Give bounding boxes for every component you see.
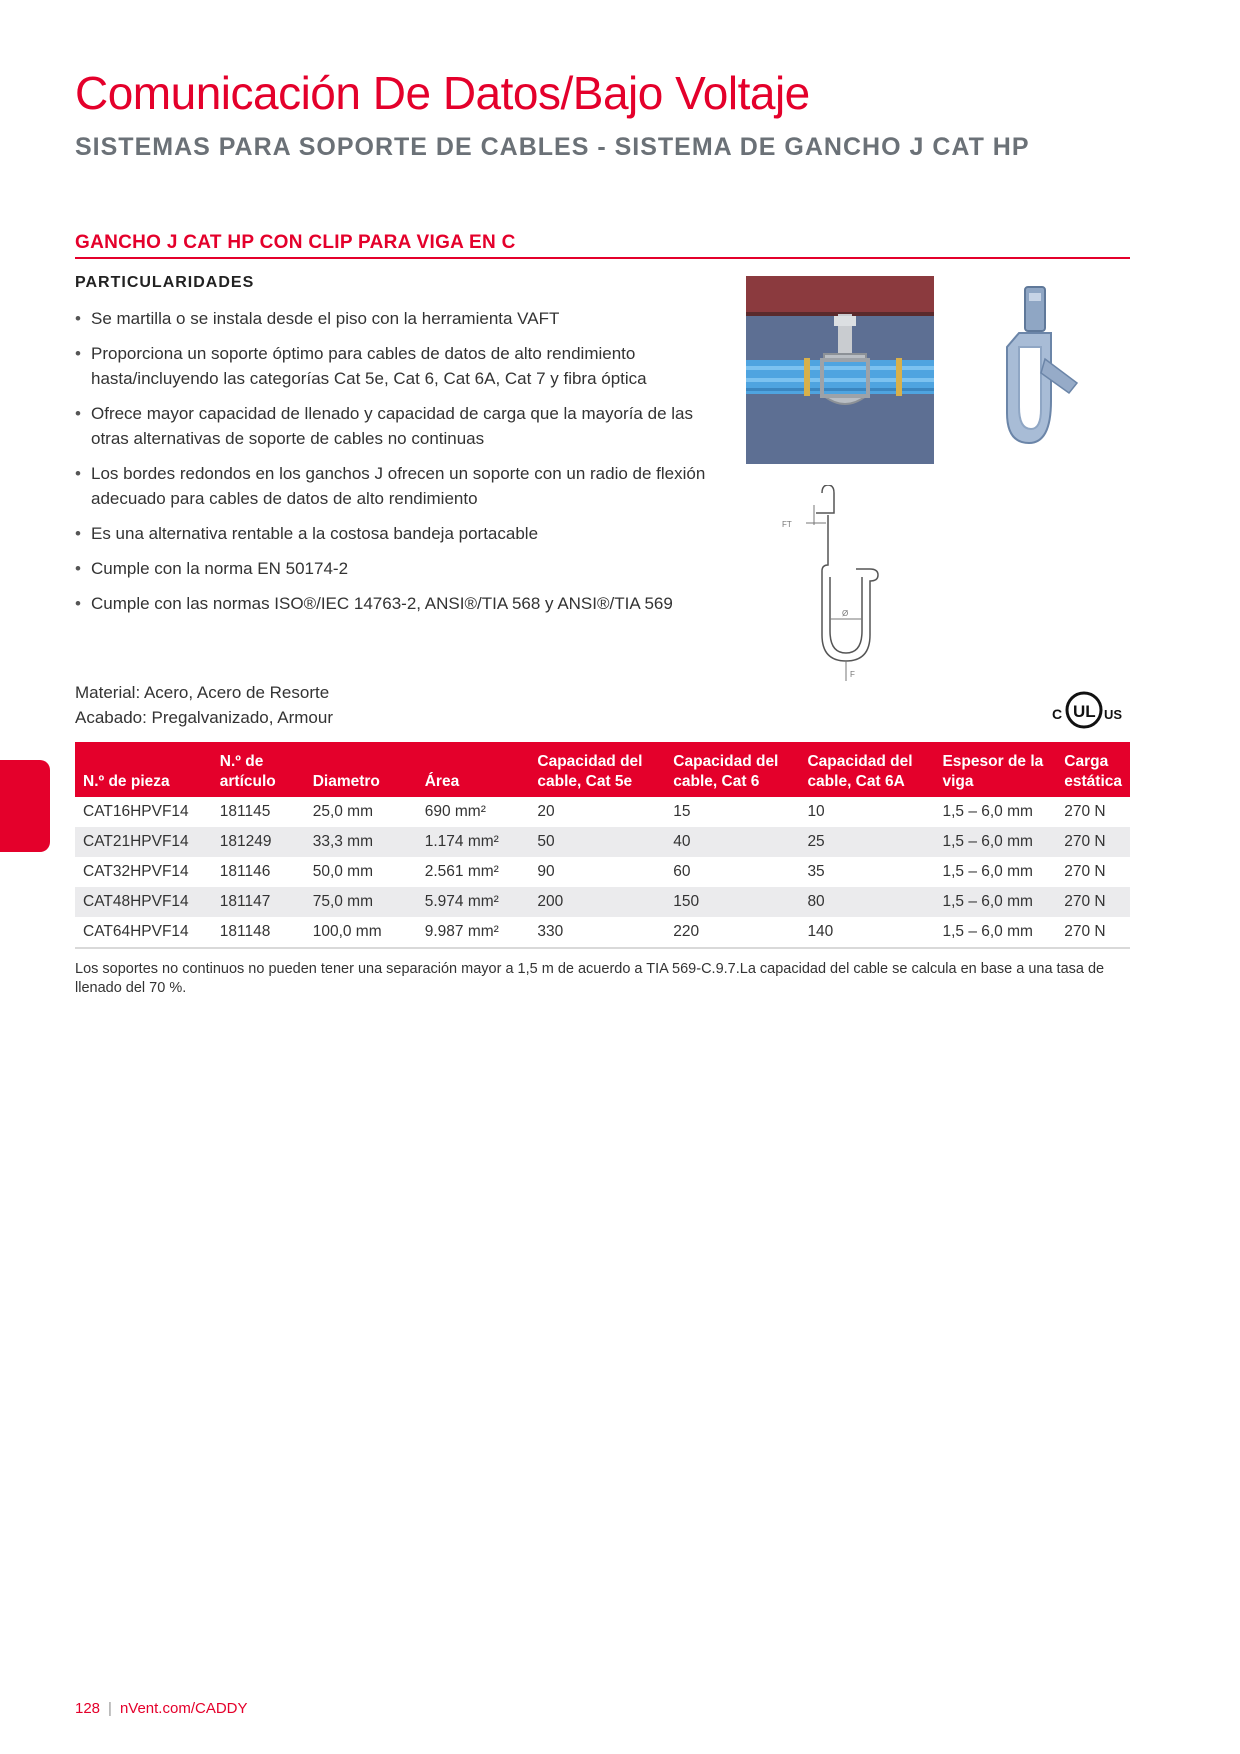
table-cell: 150	[665, 887, 799, 917]
table-cell: 181146	[219, 863, 271, 880]
table-cell: 15	[673, 803, 691, 820]
feature-item: • Se martilla o se instala desde el piso con la herramienta VAFT	[75, 306, 725, 331]
features-heading: PARTICULARIDADES	[75, 274, 255, 291]
material-text: Material: Acero, Acero de Resorte	[75, 683, 330, 702]
table-cell: 181148	[212, 917, 305, 948]
column-header: Diametro	[305, 742, 417, 797]
table-cell: 10	[807, 803, 825, 820]
table-cell: 25,0 mm	[312, 803, 374, 820]
table-cell: 270 N	[1056, 887, 1130, 917]
feature-item: • Los bordes redondos en los ganchos J ofrecen un soporte con un radio de flexión adecuado para cables de datos de alto rendimiento	[75, 461, 725, 511]
feature-item: • Es una alternativa rentable a la costosa bandeja portacable	[75, 521, 725, 546]
ul-certification-icon	[1052, 688, 1132, 732]
table-cell: CAT48HPVF14	[75, 887, 212, 917]
drawing-label-f: F	[850, 670, 855, 679]
table-cell: 1.174 mm²	[417, 827, 530, 857]
table-cell: 40	[665, 827, 799, 857]
table-header-row	[75, 742, 1130, 797]
drawing-label-diameter: Ø	[842, 609, 849, 618]
dimension-drawing	[770, 485, 880, 685]
ul-mark-ul: UL	[1073, 702, 1096, 721]
table-cell: 220	[665, 917, 799, 948]
table-cell: 50,0 mm	[312, 863, 374, 880]
table-cell: 80	[799, 887, 934, 917]
table-cell: 2.561 mm²	[424, 863, 499, 880]
table-cell: CAT64HPVF14	[75, 917, 212, 948]
feature-item: • Cumple con la norma EN 50174-2	[75, 556, 725, 581]
feature-item: • Proporciona un soporte óptimo para cables de datos de alto rendimiento hasta/incluyendo las categorías Cat 5e, Cat 6, Cat 6A, Cat 7 y fibra óptica	[75, 341, 725, 391]
table-cell: CAT32HPVF14	[83, 863, 189, 880]
table-row	[75, 887, 1130, 917]
page-title: Comunicación De Datos/Bajo Voltaje	[75, 67, 810, 119]
material-block	[75, 680, 333, 730]
page-subtitle: SISTEMAS PARA SOPORTE DE CABLES - SISTEMA DE GANCHO J CAT HP	[75, 133, 1030, 161]
section-divider	[75, 257, 1130, 259]
section-side-tab	[0, 760, 50, 852]
column-header: Área	[417, 742, 530, 797]
drawing-label-ft: FT	[782, 520, 792, 529]
ul-mark-c: C	[1052, 706, 1063, 722]
section-title: GANCHO J CAT HP CON CLIP PARA VIGA EN C	[75, 232, 516, 253]
table-cell: 140	[799, 917, 934, 948]
table-cell: 100,0 mm	[305, 917, 417, 948]
table-cell: 60	[673, 863, 691, 880]
table-cell: 35	[807, 863, 825, 880]
table-cell: 1,5 – 6,0 mm	[934, 827, 1056, 857]
table-cell: 690 mm²	[424, 803, 486, 820]
table-cell: 1,5 – 6,0 mm	[942, 803, 1033, 820]
table-cell: 270 N	[1064, 863, 1106, 880]
table-cell: 33,3 mm	[305, 827, 417, 857]
table-cell: CAT21HPVF14	[75, 827, 212, 857]
j-hook-photo	[985, 283, 1095, 453]
table-cell: 75,0 mm	[305, 887, 417, 917]
table-cell: 25	[799, 827, 934, 857]
column-header: Capacidad del cable, Cat 5e	[529, 742, 665, 797]
footer-separator: |	[108, 1700, 112, 1717]
table-cell: 90	[537, 863, 555, 880]
column-header: N.º de artículo	[212, 742, 305, 797]
table-cell: 181249	[212, 827, 305, 857]
column-header: Carga estática	[1056, 742, 1130, 797]
table-cell: 5.974 mm²	[417, 887, 530, 917]
table-cell: 1,5 – 6,0 mm	[934, 887, 1056, 917]
table-cell: 9.987 mm²	[417, 917, 530, 948]
table-row	[75, 917, 1130, 948]
column-header: Capacidad del cable, Cat 6A	[799, 742, 934, 797]
table-cell: 1,5 – 6,0 mm	[942, 863, 1033, 880]
table-cell: 200	[529, 887, 665, 917]
feature-item: • Cumple con las normas ISO®/IEC 14763-2, ANSI®/TIA 568 y ANSI®/TIA 569	[75, 591, 725, 616]
installation-photo	[746, 276, 934, 464]
table-cell: 181147	[212, 887, 305, 917]
column-header: Espesor de la viga	[934, 742, 1056, 797]
feature-item: • Ofrece mayor capacidad de llenado y capacidad de carga que la mayoría de las otras alternativas de soporte de cables no continuas	[75, 401, 725, 451]
table-row	[75, 827, 1130, 857]
table-cell: 270 N	[1056, 827, 1130, 857]
table-cell: 20	[537, 803, 555, 820]
finish-text: Acabado: Pregalvanizado, Armour	[75, 708, 333, 727]
column-header: N.º de pieza	[75, 742, 212, 797]
page-number: 128	[75, 1700, 101, 1717]
page-footer	[75, 1700, 248, 1717]
table-row	[75, 797, 1130, 827]
table-cell: 330	[529, 917, 665, 948]
features-list	[75, 306, 725, 626]
table-cell: CAT16HPVF14	[83, 803, 189, 820]
column-header: Capacidad del cable, Cat 6	[665, 742, 799, 797]
table-cell: 181145	[219, 803, 271, 820]
ul-mark-us: US	[1104, 707, 1123, 722]
table-footnote: Los soportes no continuos no pueden tener una separación mayor a 1,5 m de acuerdo a TIA 569-C.9.7.La capacidad del cable se calcula en base a una tasa de llenado del 70 %.	[75, 961, 1105, 996]
footer-link[interactable]: nVent.com/CADDY	[119, 1700, 248, 1717]
table-cell: 50	[529, 827, 665, 857]
table-row	[75, 857, 1130, 887]
table-cell: 270 N	[1064, 803, 1106, 820]
table-cell: 1,5 – 6,0 mm	[934, 917, 1056, 948]
product-table	[75, 742, 1130, 949]
table-cell: 270 N	[1056, 917, 1130, 948]
